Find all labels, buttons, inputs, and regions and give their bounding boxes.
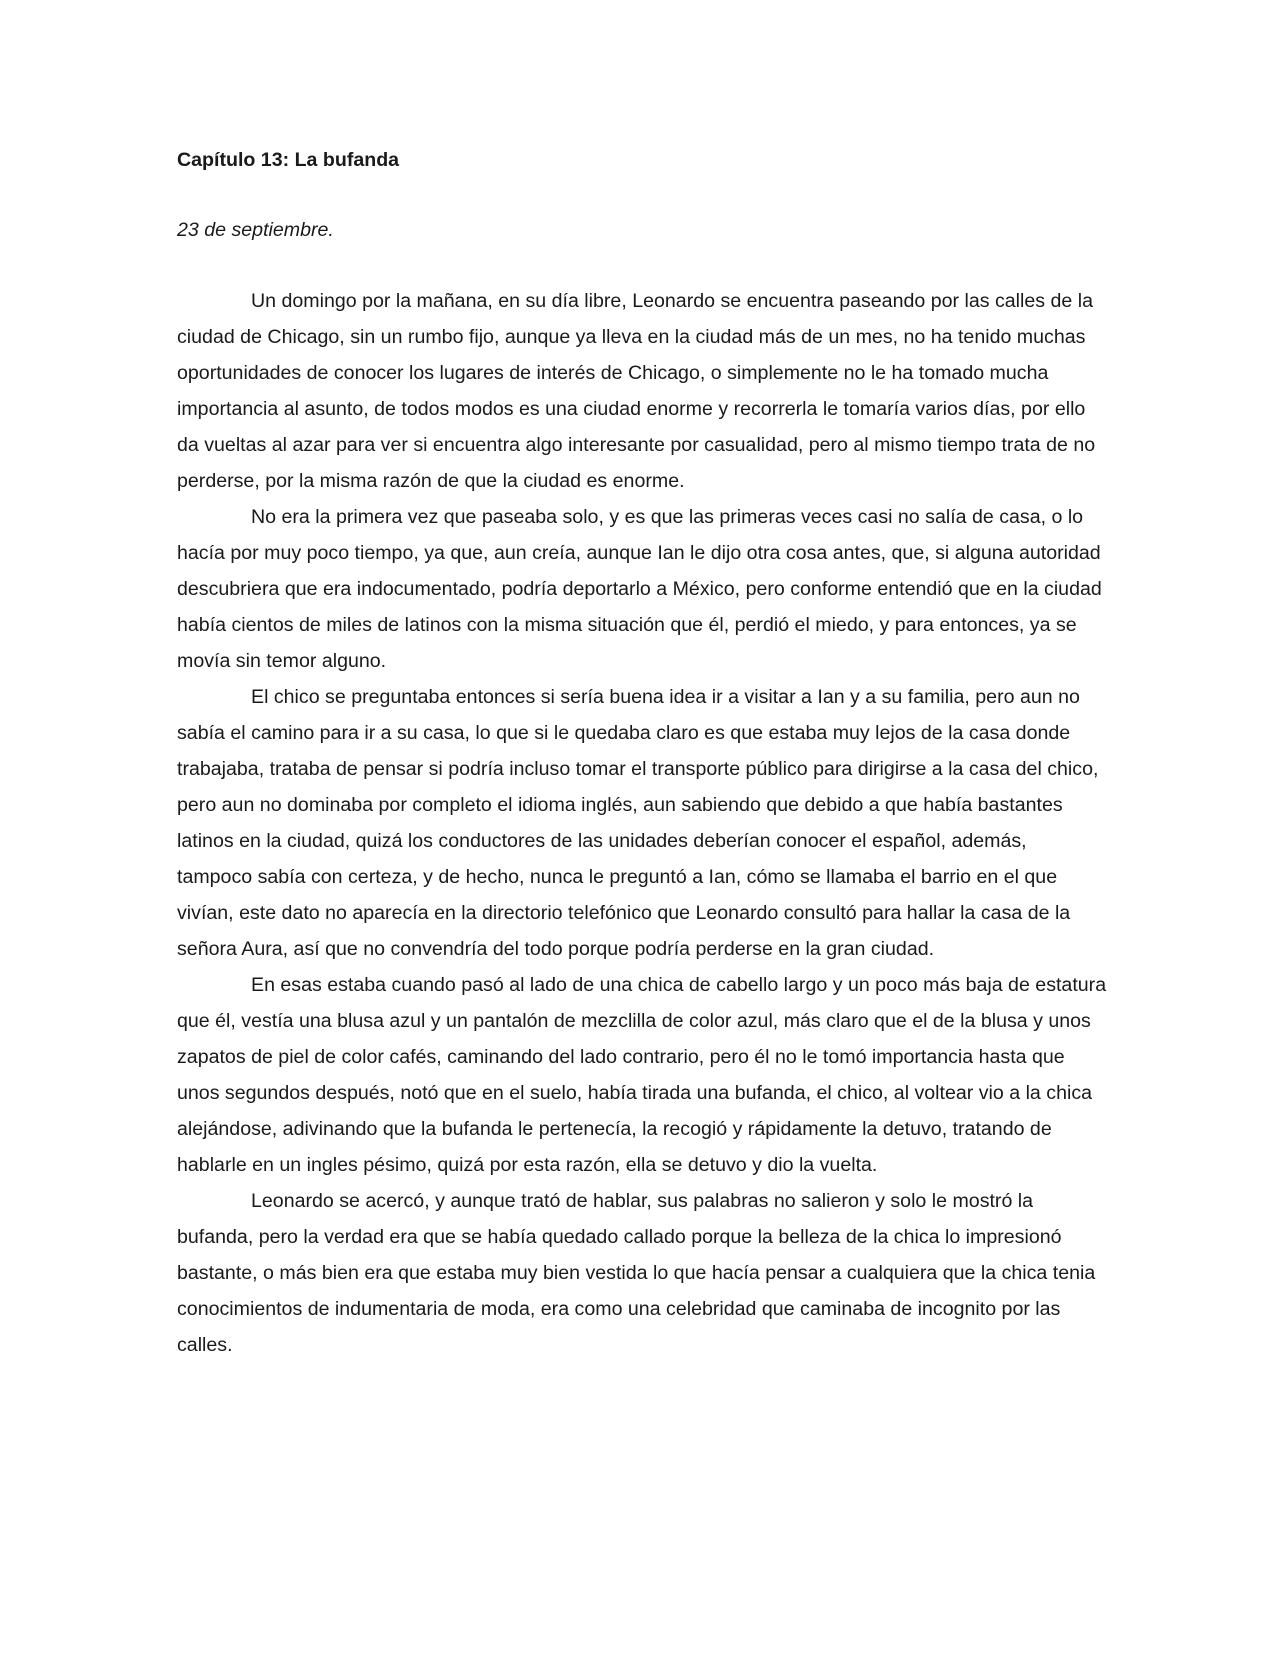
date-line: 23 de septiembre. [177,219,334,241]
paragraph: Leonardo se acercó, y aunque trató de hablar, sus palabras no salieron y solo le mostró la bufanda, pero la verdad era que se había quedado callado porque la belleza de la chica lo impresionó bastante, o más bien era que estaba muy bien vestida lo que hacía pensar a cualquiera que la chica tenia conocimientos de indumentaria de moda, era como una celebridad que caminaba de incognito por las calles. [177,1190,1096,1356]
paragraph: No era la primera vez que paseaba solo, y es que las primeras veces casi no salía de casa, o lo hacía por muy poco tiempo, ya que, aun creía, aunque Ian le dijo otra cosa antes, que, si alguna autoridad descubriera que era indocumentado, podría deportarlo a México, pero conforme entendió que en la ciudad había cientos de miles de latinos con la misma situación que él, perdió el miedo, y para entonces, ya se movía sin temor alguno. [177,506,1102,672]
chapter-title: Capítulo 13: La bufanda [177,149,400,171]
paragraph: El chico se preguntaba entonces si sería buena idea ir a visitar a Ian y a su familia, pero aun no sabía el camino para ir a su casa, lo que si le quedaba claro es que estaba muy lejos de la casa donde trabajaba, trataba de pensar si podría incluso tomar el transporte público para dirigirse a la casa del chico, pero aun no dominaba por completo el idioma inglés, aun sabiendo que debido a que había bastantes latinos en la ciudad, quizá los conductores de las unidades deberían conocer el español, además, tampoco sabía con certeza, y de hecho, nunca le preguntó a Ian, cómo se llamaba el barrio en el que vivían, este dato no aparecía en la directorio telefónico que Leonardo consultó para hallar la casa de la señora Aura, así que no convendría del todo porque podría perderse en la gran ciudad. [177,686,1099,960]
paragraph: Un domingo por la mañana, en su día libre, Leonardo se encuentra paseando por las calles de la ciudad de Chicago, sin un rumbo fijo, aunque ya lleva en la ciudad más de un mes, no ha tenido muchas oportunidades de conocer los lugares de interés de Chicago, o simplemente no le ha tomado mucha importancia al asunto, de todos modos es una ciudad enorme y recorrerla le tomaría varios días, por ello da vueltas al azar para ver si encuentra algo interesante por casualidad, pero al mismo tiempo trata de no perderse, por la misma razón de que la ciudad es enorme. [177,290,1096,492]
paragraph: En esas estaba cuando pasó al lado de una chica de cabello largo y un poco más baja de estatura que él, vestía una blusa azul y un pantalón de mezclilla de color azul, más claro que el de la blusa y unos zapatos de piel de color cafés, caminando del lado contrario, pero él no le tomó importancia hasta que unos segundos después, notó que en el suelo, había tirada una bufanda, el chico, al voltear vio a la chica alejándose, adivinando que la bufanda le pertenecía, la recogió y rápidamente la detuvo, tratando de hablarle en un ingles pésimo, quizá por esta razón, ella se detuvo y dio la vuelta. [177,974,1107,1176]
document-page [177,142,1107,1363]
body-text [177,283,1107,1363]
